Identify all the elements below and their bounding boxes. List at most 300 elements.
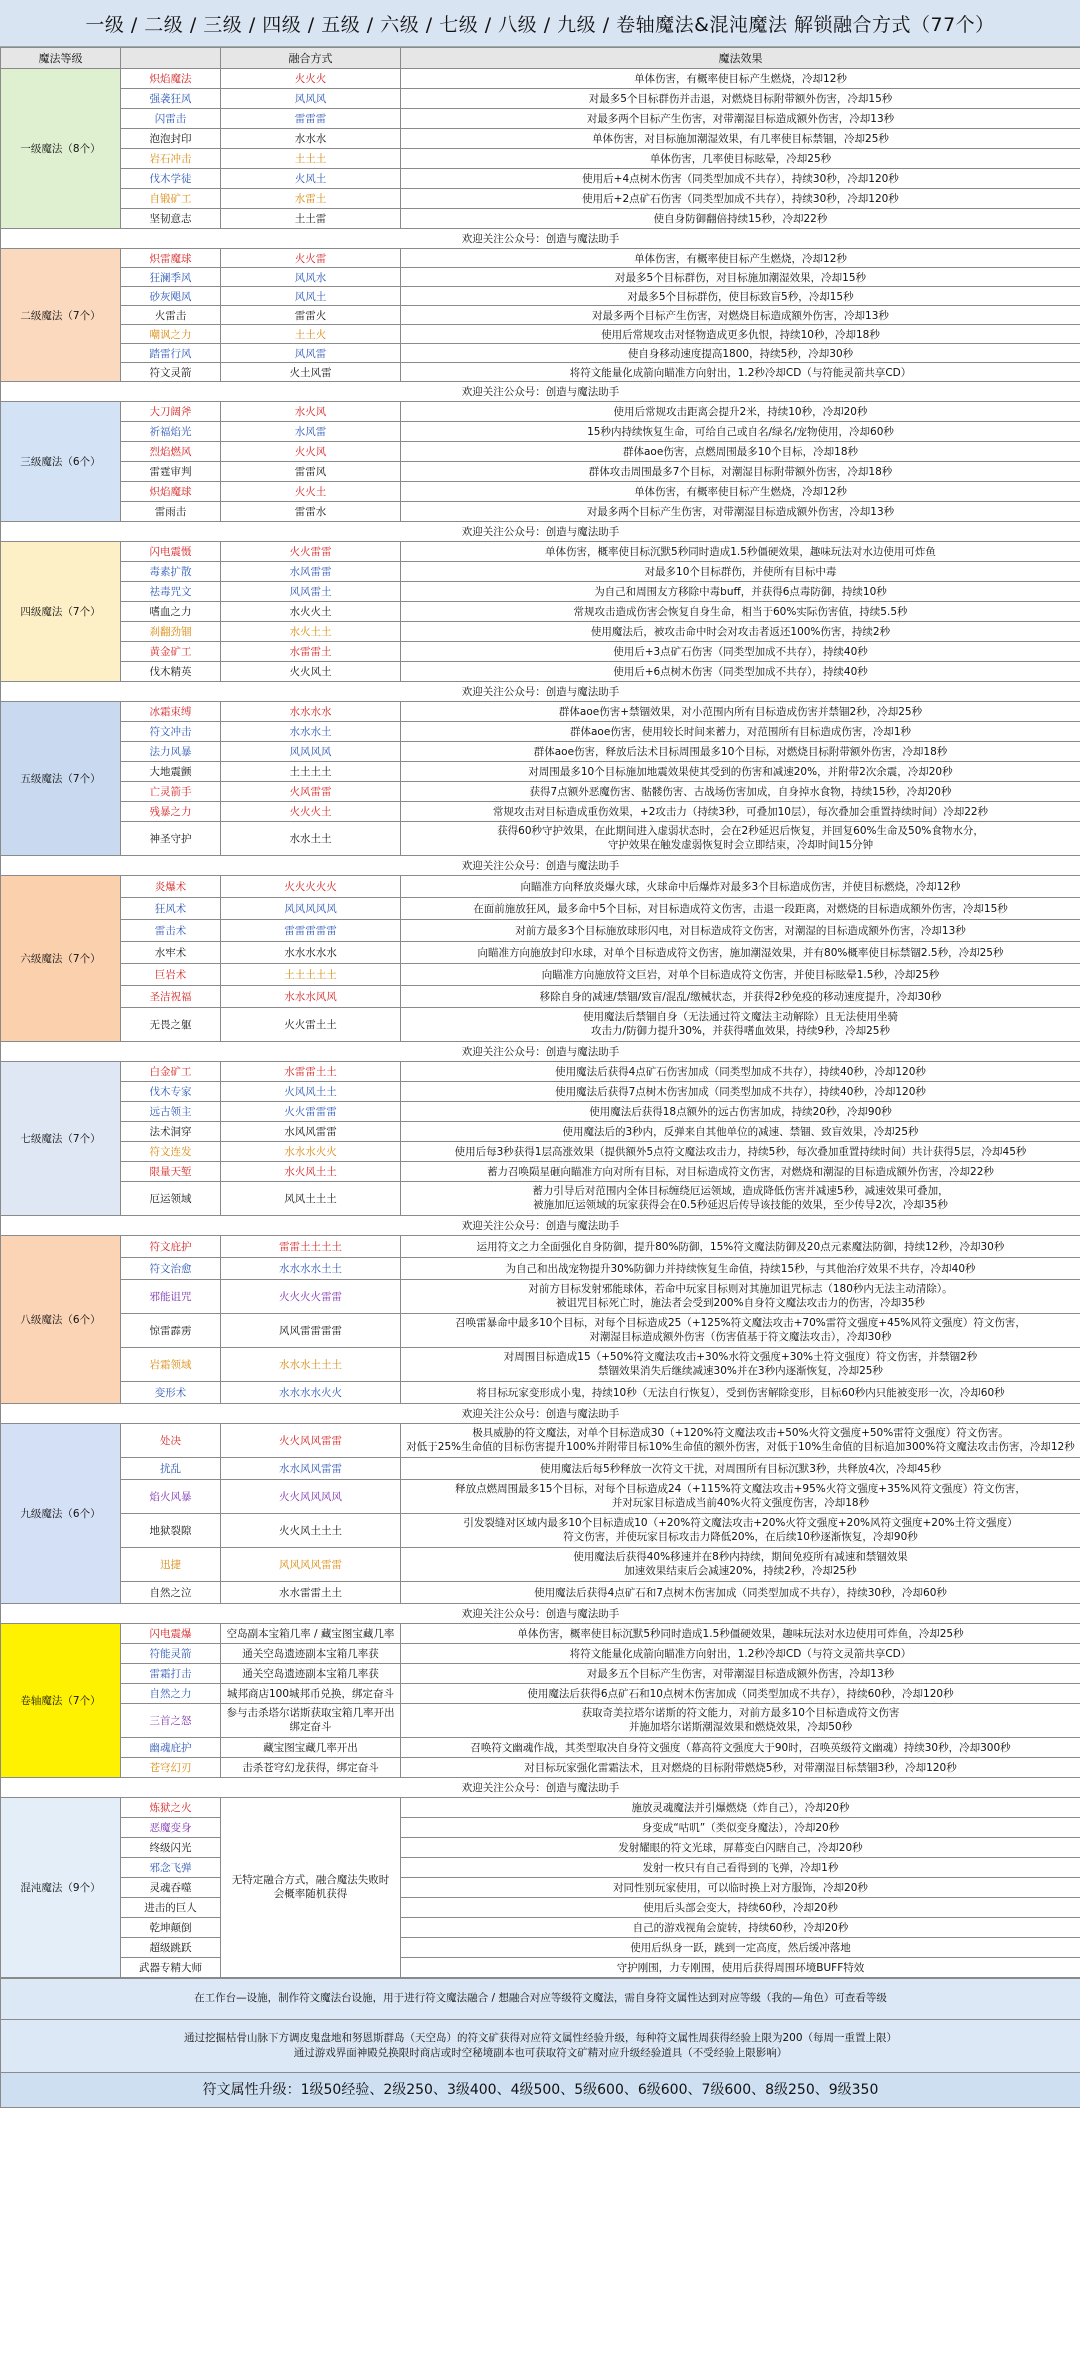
magic-combo: 水水水土 [221, 722, 401, 742]
magic-effect: 15秒内持续恢复生命，可给自己或自名/绿名/宠物使用，冷却60秒 [401, 422, 1080, 442]
magic-name: 残暴之力 [121, 802, 221, 822]
magic-effect: 将符文能量化成箭向瞄准方向射出，1.2秒冷却CD（与符能灵箭共享CD） [401, 363, 1080, 382]
magic-row [1, 1062, 1080, 1082]
magic-level-label: 六级魔法（7个） [1, 876, 121, 1042]
magic-effect: 使用魔法后获得40%移速并在8秒内持续，期间免疫所有减速和禁锢效果 加速效果结束后会减速20%，持续2秒，冷却25秒 [401, 1548, 1080, 1582]
magic-effect: 引发裂缝对区域内最多10个目标造成10（+20%符文魔法攻击+20%火符文强度+20%风符文强度+20%土符文强度） 符文伤害，并使玩家目标攻击力降低20%，在后续10秒逐渐恢复，冷却90秒 [401, 1514, 1080, 1548]
magic-row [1, 149, 1080, 169]
magic-effect: 获得60秒守护效果，在此期间进入虚弱状态时，会在2秒延迟后恢复，并回复60%生命及50%食物水分， 守护效果在触发虚弱恢复时会立即结束，冷却时间15分钟 [401, 822, 1080, 856]
magic-combo: 火火雷 [221, 249, 401, 268]
magic-combo: 水风风雷雷 [221, 1122, 401, 1142]
magic-combo: 雷雷雷雷雷 [221, 920, 401, 942]
magic-level-label: 一级魔法（8个） [1, 69, 121, 229]
magic-name: 强袭狂风 [121, 89, 221, 109]
magic-name: 武器专精大师 [121, 1958, 221, 1978]
magic-name: 狂澜季风 [121, 268, 221, 287]
magic-combo: 水水水水水 [221, 942, 401, 964]
magic-combo: 水火土土 [221, 622, 401, 642]
magic-table [0, 47, 1080, 1978]
magic-name: 焰火风暴 [121, 1480, 221, 1514]
magic-row [1, 502, 1080, 522]
magic-combo: 土土土 [221, 149, 401, 169]
magic-combo: 城邦商店100城邦币兑换，绑定奋斗 [221, 1684, 401, 1704]
magic-row [1, 1480, 1080, 1514]
magic-combo: 风风土 [221, 287, 401, 306]
magic-name: 大地震颤 [121, 762, 221, 782]
notice-text: 欢迎关注公众号：创造与魔法助手 [1, 682, 1080, 702]
magic-effect: 守护刚围，力专刚围，使用后获得周围环境BUFF特效 [401, 1958, 1080, 1978]
magic-row [1, 1684, 1080, 1704]
footer-line-2-text: 通过挖掘枯骨山脉下方调皮鬼盘地和努恩斯群岛（天空岛）的符文矿获得对应符文属性经验升级，每种符文属性周获得经验上限为200（每周一重置上限） 通过游戏界面神殿兑换限时商店或时空秘境副本也可获取符文矿精对应升级经验道具（不受经验上限影响） [183, 2031, 898, 2059]
magic-name: 雷雨击 [121, 502, 221, 522]
magic-name: 泡泡封印 [121, 129, 221, 149]
magic-level-label: 四级魔法（7个） [1, 542, 121, 682]
magic-effect: 使用魔法后的3秒内，反弹来自其他单位的减速、禁锢、致盲效果，冷却25秒 [401, 1122, 1080, 1142]
magic-effect: 群体aoe伤害，释放后法术目标周围最多10个目标，对燃烧目标附带额外伤害，冷却18秒 [401, 742, 1080, 762]
magic-effect: 单体伤害，概率使目标沉默5秒同时造成1.5秒僵硬效果，趣味玩法对水边使用可炸鱼，冷却25秒 [401, 1624, 1080, 1644]
magic-name: 炎爆术 [121, 876, 221, 898]
magic-name: 自然之力 [121, 1684, 221, 1704]
magic-name: 迅捷 [121, 1548, 221, 1582]
notice-text: 欢迎关注公众号：创造与魔法助手 [1, 522, 1080, 542]
magic-combo: 藏宝图宝藏几率开出 [221, 1738, 401, 1758]
header-level: 魔法等级 [1, 48, 121, 69]
notice-text: 欢迎关注公众号：创造与魔法助手 [1, 1604, 1080, 1624]
magic-row [1, 325, 1080, 344]
magic-combo: 空岛副本宝箱几率 / 藏宝图宝藏几率 [221, 1624, 401, 1644]
magic-row [1, 287, 1080, 306]
magic-row [1, 1704, 1080, 1738]
magic-name: 幽魂庇护 [121, 1738, 221, 1758]
magic-effect: 使用魔法后，被攻击命中时会对攻击者返还100%伤害，持续2秒 [401, 622, 1080, 642]
magic-combo: 雷雷风 [221, 462, 401, 482]
magic-effect: 单体伤害，有概率使目标产生燃烧，冷却12秒 [401, 249, 1080, 268]
magic-combo: 土土火 [221, 325, 401, 344]
magic-effect: 使用后头部会变大，持续60秒，冷却20秒 [401, 1898, 1080, 1918]
magic-row [1, 1938, 1080, 1958]
magic-name: 砂灰飓风 [121, 287, 221, 306]
page-title-text: 一级 / 二级 / 三级 / 四级 / 五级 / 六级 / 七级 / 八级 / 九级 / 卷轴魔法&混沌魔法 解锁融合方式（77个） [85, 13, 995, 36]
magic-combo: 火风雷雷 [221, 782, 401, 802]
magic-combo: 风风风风雷雷 [221, 1548, 401, 1582]
magic-row [1, 1258, 1080, 1280]
notice-row [1, 522, 1080, 542]
magic-combo: 火火雷雷雷 [221, 1102, 401, 1122]
magic-combo: 水水水 [221, 129, 401, 149]
magic-row [1, 642, 1080, 662]
magic-name: 三首之怒 [121, 1704, 221, 1738]
magic-level-label: 二级魔法（7个） [1, 249, 121, 382]
magic-combo: 水水水土土土 [221, 1348, 401, 1382]
magic-row [1, 876, 1080, 898]
notice-row [1, 682, 1080, 702]
magic-row [1, 582, 1080, 602]
magic-combo: 通关空岛遗迹副本宝箱几率获 [221, 1644, 401, 1664]
magic-name: 厄运领域 [121, 1182, 221, 1216]
magic-combo: 水雷土 [221, 189, 401, 209]
magic-row [1, 822, 1080, 856]
magic-name: 限量天堑 [121, 1162, 221, 1182]
magic-combo: 通关空岛遗迹副本宝箱几率获 [221, 1664, 401, 1684]
magic-effect: 使用魔法后获得6点矿石和10点树木伤害加成（同类型加成不共存），持续60秒，冷却120秒 [401, 1684, 1080, 1704]
magic-name: 灵魂吞噬 [121, 1878, 221, 1898]
magic-effect: 使用魔法后获得7点树木伤害加成（同类型加成不共存），持续40秒，冷却120秒 [401, 1082, 1080, 1102]
magic-row [1, 1008, 1080, 1042]
magic-row [1, 802, 1080, 822]
magic-name: 符文连发 [121, 1142, 221, 1162]
magic-effect: 对最多两个目标产生伤害，对带潮湿目标造成额外伤害，冷却13秒 [401, 502, 1080, 522]
magic-effect: 在面前施放狂风，最多命中5个目标，对目标造成符文伤害，击退一段距离，对燃烧的目标造成额外伤害，冷却15秒 [401, 898, 1080, 920]
magic-name: 白金矿工 [121, 1062, 221, 1082]
magic-row [1, 89, 1080, 109]
magic-effect: 召唤符文幽魂作战，其类型取决自身符文强度（幕高符文强度大于90时，召唤英级符文幽魂）持续30秒，冷却300秒 [401, 1738, 1080, 1758]
magic-effect: 使用后常规攻击对怪物造成更多仇恨，持续10秒，冷却18秒 [401, 325, 1080, 344]
magic-row [1, 1758, 1080, 1778]
magic-name: 地狱裂隙 [121, 1514, 221, 1548]
magic-combo: 风风水 [221, 268, 401, 287]
magic-combo: 火火火土 [221, 802, 401, 822]
magic-name: 无畏之躯 [121, 1008, 221, 1042]
magic-row [1, 1236, 1080, 1258]
magic-effect: 运用符文之力全面强化自身防御，提升80%防御，15%符文魔法防御及20点元素魔法防御，持续12秒，冷却30秒 [401, 1236, 1080, 1258]
magic-effect: 对最多5个目标群伤并击退，对燃烧目标附带额外伤害，冷却15秒 [401, 89, 1080, 109]
magic-row [1, 442, 1080, 462]
magic-row [1, 1142, 1080, 1162]
footer-line-1: 在工作台—设施，制作符文魔法台设施，用于进行符文魔法融合 / 想融合对应等级符文魔法，需自身符文属性达到对应等级（我的—角色）可查看等级 [1, 1979, 1080, 2020]
magic-combo: 火火火火雷雷 [221, 1280, 401, 1314]
magic-row [1, 1182, 1080, 1216]
magic-row [1, 1582, 1080, 1604]
magic-row [1, 1878, 1080, 1898]
magic-name: 邪能诅咒 [121, 1280, 221, 1314]
magic-name: 亡灵箭手 [121, 782, 221, 802]
magic-name: 雷击术 [121, 920, 221, 942]
magic-name: 祛毒咒文 [121, 582, 221, 602]
magic-row [1, 622, 1080, 642]
magic-combo: 击杀苍穹幻龙获得，绑定奋斗 [221, 1758, 401, 1778]
magic-row [1, 1798, 1080, 1818]
magic-effect: 使用魔法后获得4点矿石和7点树木伤害加成（同类型加成不共存），持续30秒，冷却60秒 [401, 1582, 1080, 1604]
magic-combo: 风风风风 [221, 742, 401, 762]
magic-name: 闪雷击 [121, 109, 221, 129]
magic-name: 苍穹幻刃 [121, 1758, 221, 1778]
magic-row [1, 422, 1080, 442]
magic-effect: 蓄力召唤陨星砸向瞄准方向对所有目标，对目标造成符文伤害，对燃烧和潮湿的目标造成额外伤害，冷却22秒 [401, 1162, 1080, 1182]
magic-effect: 使用魔法后获得4点矿石伤害加成（同类型加成不共存），持续40秒，冷却120秒 [401, 1062, 1080, 1082]
magic-name: 神圣守护 [121, 822, 221, 856]
footer-line-2 [1, 2020, 1080, 2073]
magic-combo: 水水水水火火 [221, 1382, 401, 1404]
magic-name: 扰乱 [121, 1458, 221, 1480]
magic-name: 坚韧意志 [121, 209, 221, 229]
page-title [0, 0, 1080, 47]
magic-name: 冰霜束缚 [121, 702, 221, 722]
magic-name: 法术洞穿 [121, 1122, 221, 1142]
magic-effect: 群体aoe伤害，使用较长时间来蓄力，对范围所有目标造成伤害，冷却1秒 [401, 722, 1080, 742]
magic-name: 变形术 [121, 1382, 221, 1404]
magic-effect: 向瞄准方向施放封印水球，对单个目标造成符文伤害，施加潮湿效果，并有80%概率使目标禁锢2.5秒，冷却25秒 [401, 942, 1080, 964]
magic-effect: 使用魔法后获得18点额外的远古伤害加成，持续20秒，冷却90秒 [401, 1102, 1080, 1122]
magic-combo: 火火风土 [221, 662, 401, 682]
magic-row [1, 1458, 1080, 1480]
magic-combo: 参与击杀塔尔诺斯获取宝箱几率开出 绑定奋斗 [221, 1704, 401, 1738]
magic-combo: 土土土土土 [221, 964, 401, 986]
magic-effect: 使用魔法后禁锢自身（无法通过符文魔法主动解除）且无法使用坐骑 攻击力/防御力提升30%，并获得嗜血效果，持续9秒，冷却25秒 [401, 1008, 1080, 1042]
magic-effect: 获得7点额外恶魔伤害、骷髅伤害、古战场伤害加成，自身掉水食物，持续15秒，冷却20秒 [401, 782, 1080, 802]
magic-name: 伐木学徒 [121, 169, 221, 189]
notice-row [1, 1042, 1080, 1062]
magic-row [1, 344, 1080, 363]
magic-row [1, 1122, 1080, 1142]
magic-combo: 水雷雷土 [221, 642, 401, 662]
magic-effect: 单体伤害，有概率使目标产生燃烧，冷却12秒 [401, 69, 1080, 89]
magic-name: 嗜血之力 [121, 602, 221, 622]
magic-name: 嘲讽之力 [121, 325, 221, 344]
magic-row [1, 662, 1080, 682]
magic-row [1, 920, 1080, 942]
magic-combo: 水水水水 [221, 702, 401, 722]
notice-text: 欢迎关注公众号：创造与魔法助手 [1, 1778, 1080, 1798]
magic-combo: 火风风土土 [221, 1082, 401, 1102]
magic-row [1, 986, 1080, 1008]
magic-combo: 水雷雷土土 [221, 1062, 401, 1082]
magic-combo: 火火风 [221, 442, 401, 462]
magic-name: 雷霜打击 [121, 1664, 221, 1684]
magic-level-label: 三级魔法（6个） [1, 402, 121, 522]
magic-effect: 对前方目标发射邪能球体，若命中玩家目标则对其施加诅咒标志（180秒内无法主动清除）。 被诅咒目标死亡时，施法者会受到200%自身符文魔法攻击力的伤害，冷却35秒 [401, 1280, 1080, 1314]
magic-row [1, 1102, 1080, 1122]
magic-name: 炽雷魔球 [121, 249, 221, 268]
magic-combo: 火火火火火 [221, 876, 401, 898]
magic-combo: 雷雷土土土土 [221, 1236, 401, 1258]
magic-effect: 将目标玩家变形成小鬼，持续10秒（无法自行恢复），受到伤害解除变形，目标60秒内只能被变形一次，冷却60秒 [401, 1382, 1080, 1404]
magic-row [1, 402, 1080, 422]
magic-effect: 群体攻击周围最多7个目标，对潮湿目标附带额外伤害，冷却18秒 [401, 462, 1080, 482]
magic-row [1, 1838, 1080, 1858]
magic-effect: 单体伤害，对目标施加潮湿效果，有几率使目标禁锢，冷却25秒 [401, 129, 1080, 149]
magic-row [1, 1082, 1080, 1102]
magic-effect: 自己的游戏视角会旋转，持续60秒，冷却20秒 [401, 1918, 1080, 1938]
magic-combo: 火火土 [221, 482, 401, 502]
magic-effect: 使自身移动速度提高1800，持续5秒，冷却30秒 [401, 344, 1080, 363]
magic-name: 黄金矿工 [121, 642, 221, 662]
magic-name: 恶魔变身 [121, 1818, 221, 1838]
magic-effect: 使用后+2点矿石伤害（同类型加成不共存），持续30秒，冷却120秒 [401, 189, 1080, 209]
magic-row [1, 209, 1080, 229]
magic-combo: 雷雷雷 [221, 109, 401, 129]
magic-row [1, 1818, 1080, 1838]
magic-name: 超级跳跃 [121, 1938, 221, 1958]
magic-effect: 群体aoe伤害+禁锢效果，对小范围内所有目标造成伤害并禁锢2秒，冷却25秒 [401, 702, 1080, 722]
magic-effect: 移除自身的减速/禁锢/致盲/混乱/缴械状态，并获得2秒免疫的移动速度提升，冷却30秒 [401, 986, 1080, 1008]
magic-name: 火雷击 [121, 306, 221, 325]
magic-row [1, 1644, 1080, 1664]
magic-effect: 为自己和出战宠物提升30%防御力并持续恢复生命值，持续15秒，与其他治疗效果不共存，冷却40秒 [401, 1258, 1080, 1280]
magic-effect: 对最多两个目标产生伤害，对带潮湿目标造成额外伤害，冷却13秒 [401, 109, 1080, 129]
notice-text: 欢迎关注公众号：创造与魔法助手 [1, 856, 1080, 876]
magic-name: 法力风暴 [121, 742, 221, 762]
magic-effect: 单体伤害，有概率使目标产生燃烧，冷却12秒 [401, 482, 1080, 502]
magic-combo: 水水水火火 [221, 1142, 401, 1162]
magic-row [1, 942, 1080, 964]
magic-effect: 使用后纵身一跃，跳到一定高度，然后缓冲落地 [401, 1938, 1080, 1958]
magic-effect: 获取奇美拉塔尔诺斯的符文能力，对前方最多10个目标造成符文伤害 并施加塔尔诺斯潮湿效果和燃烧效果，冷却50秒 [401, 1704, 1080, 1738]
magic-name: 符文冲击 [121, 722, 221, 742]
magic-effect: 对最多五个目标产生伤害，对带潮湿目标造成额外伤害，冷却13秒 [401, 1664, 1080, 1684]
magic-row [1, 1664, 1080, 1684]
magic-combo: 雷雷火 [221, 306, 401, 325]
magic-effect: 对最多5个目标群伤，对目标施加潮湿效果，冷却15秒 [401, 268, 1080, 287]
magic-effect: 对同性别玩家使用，可以临时换上对方服饰，冷却20秒 [401, 1878, 1080, 1898]
magic-effect: 使用后+6点树木伤害（同类型加成不共存），持续40秒 [401, 662, 1080, 682]
magic-effect: 单体伤害，概率使目标沉默5秒同时造成1.5秒僵硬效果，趣味玩法对水边使用可炸鱼 [401, 542, 1080, 562]
magic-combo: 水火火土 [221, 602, 401, 622]
magic-name: 伐木精英 [121, 662, 221, 682]
magic-row [1, 742, 1080, 762]
magic-row [1, 1348, 1080, 1382]
magic-name: 狂风术 [121, 898, 221, 920]
magic-row [1, 482, 1080, 502]
magic-effect: 发射一枚只有自己看得到的飞弹，冷却1秒 [401, 1858, 1080, 1878]
magic-row [1, 702, 1080, 722]
magic-level-label: 七级魔法（7个） [1, 1062, 121, 1216]
magic-combo: 火火风风风风 [221, 1480, 401, 1514]
magic-combo: 水水土土 [221, 822, 401, 856]
magic-effect: 蓄力引导后对范围内全体目标缠绕厄运领域，造成降低伤害并减速5秒，减速效果可叠加， 被施加厄运领域的玩家获得会在0.5秒延迟后传导该技能的效果，至少传导2次，冷却35秒 [401, 1182, 1080, 1216]
magic-row [1, 1738, 1080, 1758]
notice-row [1, 382, 1080, 402]
magic-row [1, 1858, 1080, 1878]
magic-row [1, 562, 1080, 582]
magic-row [1, 964, 1080, 986]
magic-row [1, 1314, 1080, 1348]
magic-name: 祈福焰光 [121, 422, 221, 442]
magic-effect: 对目标玩家强化雷霜法术，且对燃烧的目标附带燃烧5秒，对带潮湿目标禁锢3秒，冷却120秒 [401, 1758, 1080, 1778]
magic-row [1, 249, 1080, 268]
magic-combo: 风风雷雷雷雷 [221, 1314, 401, 1348]
header-name [121, 48, 221, 69]
magic-effect: 发射耀眼的符文光球，屏幕变白闪瞎自己，冷却20秒 [401, 1838, 1080, 1858]
magic-name: 刹翻劲锢 [121, 622, 221, 642]
magic-name: 自然之泣 [121, 1582, 221, 1604]
magic-name: 伐木专家 [121, 1082, 221, 1102]
magic-name: 岩霜领域 [121, 1348, 221, 1382]
magic-row [1, 1898, 1080, 1918]
magic-combo: 风风风风风 [221, 898, 401, 920]
magic-effect: 向瞄准方向释放炎爆火球，火球命中后爆炸对最多3个目标造成伤害，并使目标燃烧，冷却12秒 [401, 876, 1080, 898]
magic-name: 大刀阔斧 [121, 402, 221, 422]
magic-row [1, 1514, 1080, 1548]
footer [0, 1978, 1080, 2108]
magic-row [1, 306, 1080, 325]
magic-effect: 对前方最多3个目标施放球形闪电，对目标造成符文伤害，对潮湿的目标造成额外伤害，冷却13秒 [401, 920, 1080, 942]
magic-effect: 单体伤害，几率使目标眩晕，冷却25秒 [401, 149, 1080, 169]
magic-name: 闪电震慑 [121, 542, 221, 562]
notice-row [1, 1216, 1080, 1236]
magic-combo: 火火雷雷 [221, 542, 401, 562]
magic-effect: 对最多10个目标群伤，并使所有目标中毒 [401, 562, 1080, 582]
magic-effect: 群体aoe伤害，点燃周围最多10个目标，冷却18秒 [401, 442, 1080, 462]
magic-name: 毒素扩散 [121, 562, 221, 582]
notice-text: 欢迎关注公众号：创造与魔法助手 [1, 382, 1080, 402]
magic-combo: 水风雷雷 [221, 562, 401, 582]
magic-combo: 水火风 [221, 402, 401, 422]
magic-name: 符文治愈 [121, 1258, 221, 1280]
magic-name: 终级闪光 [121, 1838, 221, 1858]
notice-row [1, 1604, 1080, 1624]
magic-effect: 释放点燃周围最多15个目标，对每个目标造成24（+115%符文魔法攻击+95%火符文强度+35%风符文强度）符文伤害， 并对玩家目标造成当前40%火符文强度伤害，冷却18秒 [401, 1480, 1080, 1514]
magic-effect: 向瞄准方向施放符文巨岩，对单个目标造成符文伤害，并使目标眩晕1.5秒，冷却25秒 [401, 964, 1080, 986]
magic-effect: 使用后+4点树木伤害（同类型加成不共存），持续30秒，冷却120秒 [401, 169, 1080, 189]
magic-combo: 水风雷 [221, 422, 401, 442]
magic-combo: 风风土土土 [221, 1182, 401, 1216]
magic-row [1, 129, 1080, 149]
notice-text: 欢迎关注公众号：创造与魔法助手 [1, 1404, 1080, 1424]
magic-row [1, 602, 1080, 622]
magic-name: 烈焰燃风 [121, 442, 221, 462]
header-combo: 融合方式 [221, 48, 401, 69]
magic-name: 炽焰魔法 [121, 69, 221, 89]
magic-combo: 风风雷 [221, 344, 401, 363]
magic-name: 圣洁祝福 [121, 986, 221, 1008]
magic-combo: 水水风风雷雷 [221, 1458, 401, 1480]
notice-row [1, 856, 1080, 876]
magic-combo: 土土土土 [221, 762, 401, 782]
magic-effect: 使用后每3秒获得1层高涨效果（提供额外5点符文魔法攻击力，持续5秒，每次叠加重置持续时间）共计获得5层，冷却45秒 [401, 1142, 1080, 1162]
magic-effect: 使自身防御翻倍持续15秒，冷却22秒 [401, 209, 1080, 229]
notice-row [1, 229, 1080, 249]
magic-combo: 火风土 [221, 169, 401, 189]
magic-effect: 召唤雷暴命中最多10个目标，对每个目标造成25（+125%符文魔法攻击+70%雷符文强度+45%风符文强度）符文伤害， 对潮湿目标造成额外伤害（伤害值基于符文魔法攻击），冷却30秒 [401, 1314, 1080, 1348]
magic-effect: 施放灵魂魔法并引爆燃烧（炸自己），冷却20秒 [401, 1798, 1080, 1818]
magic-name: 自锻矿工 [121, 189, 221, 209]
magic-row [1, 1382, 1080, 1404]
magic-name: 符能灵箭 [121, 1644, 221, 1664]
magic-row [1, 462, 1080, 482]
magic-row [1, 169, 1080, 189]
magic-combo: 火火风风雷雷 [221, 1424, 401, 1458]
header-effect: 魔法效果 [401, 48, 1080, 69]
magic-level-label: 九级魔法（6个） [1, 1424, 121, 1604]
magic-name: 符文灵箭 [121, 363, 221, 382]
magic-row [1, 268, 1080, 287]
magic-effect: 为自己和周围友方移除中毒buff，并获得6点毒防御，持续10秒 [401, 582, 1080, 602]
magic-row [1, 1280, 1080, 1314]
magic-effect: 使用后常规攻击距离会提升2米，持续10秒，冷却20秒 [401, 402, 1080, 422]
magic-row [1, 782, 1080, 802]
notice-text: 欢迎关注公众号：创造与魔法助手 [1, 1216, 1080, 1236]
magic-combo: 火火风土土土 [221, 1514, 401, 1548]
magic-combo: 水水水水土土 [221, 1258, 401, 1280]
magic-combo: 火火火 [221, 69, 401, 89]
magic-row [1, 1918, 1080, 1938]
magic-level-label: 五级魔法（7个） [1, 702, 121, 856]
magic-level-label: 卷轴魔法（7个） [1, 1624, 121, 1778]
magic-name: 炽焰魔球 [121, 482, 221, 502]
magic-name: 巨岩术 [121, 964, 221, 986]
magic-name: 符文庇护 [121, 1236, 221, 1258]
magic-combo: 风风雷土 [221, 582, 401, 602]
notice-text: 欢迎关注公众号：创造与魔法助手 [1, 229, 1080, 249]
magic-effect: 常规攻击造成伤害会恢复自身生命，相当于60%实际伤害值，持续5.5秒 [401, 602, 1080, 622]
magic-row [1, 542, 1080, 562]
magic-row [1, 1548, 1080, 1582]
magic-row [1, 189, 1080, 209]
magic-level-label: 混沌魔法（9个） [1, 1798, 121, 1978]
magic-effect: 对周围最多10个目标施加地震效果使其受到的伤害和减速20%，并附带2次余震，冷却20秒 [401, 762, 1080, 782]
magic-effect: 使用魔法后每5秒释放一次符文干扰，对周围所有目标沉默3秒，共释放4次，冷却45秒 [401, 1458, 1080, 1480]
magic-row [1, 1162, 1080, 1182]
